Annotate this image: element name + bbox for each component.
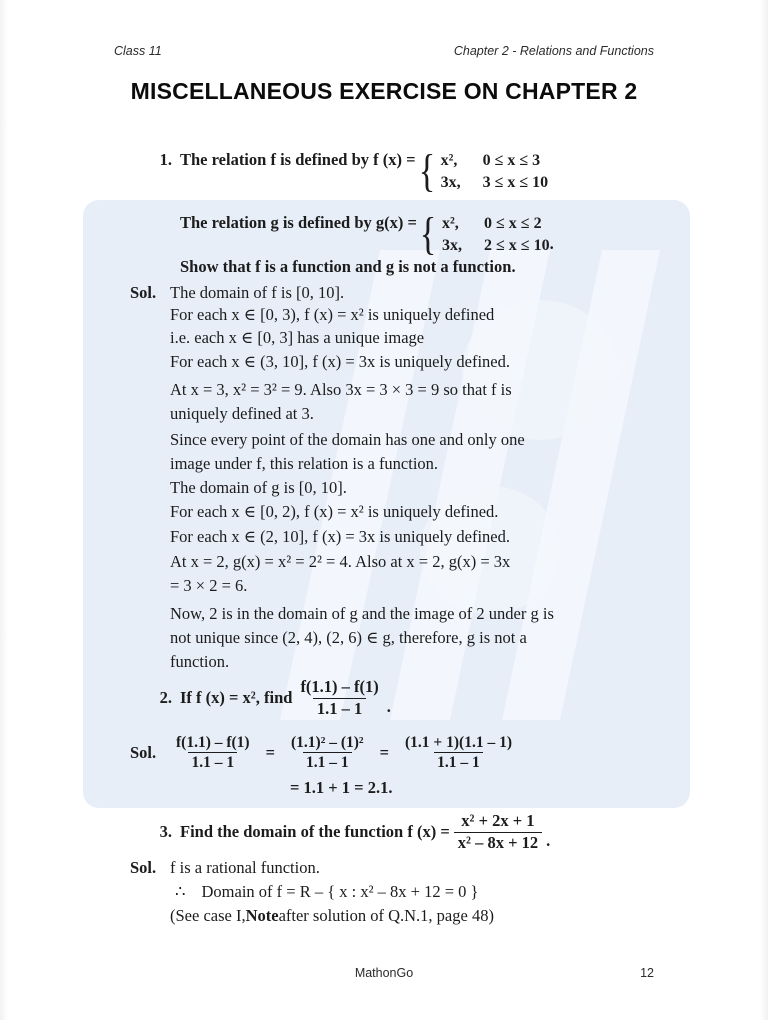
question-2-step-1-denominator: 1.1 – 1 [303,752,352,771]
question-2-fraction-numerator: f(1.1) – f(1) [300,677,379,696]
footer-brand: MathonGo [354,966,414,980]
question-2-fraction [296,678,382,719]
question-3-fraction [454,812,542,853]
brace-icon: { [418,145,435,197]
question-3-sol-label: Sol. [130,858,157,877]
question-1-sol-line [170,380,512,400]
question-1-sol-line-12: = 3 × 2 = 6. [170,576,248,595]
question-3-note-pre: (See case I, [170,906,246,925]
question-1-sol-line [170,604,554,624]
piecewise-g-cond-0: 0 ≤ x ≤ 2 [484,215,542,232]
question-1-text-g: The relation g is defined by g(x) = [180,213,417,232]
piecewise-f-cond-1: 3 ≤ x ≤ 10 [482,173,549,191]
question-1-stem-g [180,208,554,260]
question-2-step-1 [288,734,367,772]
header-class-label: Class 11 [114,44,162,58]
question-1-sol-line [170,404,314,424]
question-1-sol-line [170,527,510,547]
question-1-sol-line-9: For each x ∈ [0, 2), f (x) = x² is uniquely defined. [170,502,499,521]
piecewise-g-expr-0: x², [442,215,459,232]
page-right-edge-shadow [760,0,768,1020]
question-2-text: If f (x) = x², find [180,688,293,708]
question-1-sol-line [170,576,247,596]
question-3-note-bold: Note [245,906,279,925]
question-1-show-text: Show that f is a function and g is not a function. [180,257,516,276]
question-1-sol-label: Sol. [130,283,157,302]
piecewise-g [417,208,550,260]
question-2-final-row [290,778,392,798]
question-2-stem [150,678,391,719]
question-2-step-0-denominator: 1.1 – 1 [188,752,237,771]
question-3-sol-line-2: Domain of f = R – { x : x² – 8x + 12 = 0 } [201,882,479,901]
question-1-sol-line-10: For each x ∈ (2, 10], f (x) = 3x is uniquely defined. [170,527,510,546]
question-3-period: . [546,830,551,850]
question-1-text-f: The relation f is defined by f (x) = [180,150,416,169]
question-2-fraction-denominator: 1.1 – 1 [313,698,366,719]
question-3-fraction-numerator: x² + 2x + 1 [461,811,535,830]
question-2-step-2 [402,734,515,772]
question-1-sol-line-1: For each x ∈ [0, 3), f (x) = x² is uniquely defined [170,305,495,324]
question-2-step-2-numerator: (1.1 + 1)(1.1 – 1) [405,734,512,751]
equals-sign: = [379,742,389,762]
question-1-sol-line-3: For each x ∈ (3, 10], f (x) = 3x is uniquely defined. [170,352,510,371]
question-1-sol-line [170,352,510,372]
question-1-number: 1. [159,150,172,169]
question-3-sol-line-3-row [170,906,494,926]
question-1-sol-line [170,305,494,325]
question-1-sol-label-row [130,283,344,303]
question-2-step-1-numerator: (1.1)² – (1)² [291,734,364,751]
question-2-number: 2. [159,688,172,708]
question-3-stem [150,812,550,853]
question-2-sol-row [130,734,518,772]
question-2-period: . [386,696,391,716]
question-3-text: Find the domain of the function f (x) = [180,822,450,842]
question-1-sol-line-14: not unique since (2, 4), (2, 6) ∈ g, therefore, g is not a [170,628,527,647]
question-2-step-0 [173,734,253,772]
question-1-sol-line [170,628,527,648]
question-1-sol-line [170,328,424,348]
question-3-fraction-denominator: x² – 8x + 12 [454,832,542,853]
question-3-sol-line-2-row [175,882,478,902]
piecewise-g-cond-1: 2 ≤ x ≤ 10 [484,236,550,254]
page-title: MISCELLANEOUS EXERCISE ON CHAPTER 2 [130,78,638,104]
brace-icon: { [419,208,437,260]
question-1-sol-line-2: i.e. each x ∈ [0, 3] has a unique image [170,328,425,347]
question-2-sol-label: Sol. [130,742,157,762]
question-1-sol-line-8: The domain of g is [0, 10]. [170,478,347,497]
question-1-sol-line-4: At x = 3, x² = 3² = 9. Also 3x = 3 × 3 = 9 so that f is [170,380,512,399]
question-1-sol-line [170,652,229,672]
page-header [114,44,654,58]
header-chapter-label: Chapter 2 - Relations and Functions [453,44,654,58]
question-3-sol-line-1: f is a rational function. [170,858,320,877]
piecewise-f-expr-0: x², [440,152,458,169]
question-3-sol-row [130,858,320,878]
question-1-sol-line-13: Now, 2 is in the domain of g and the image of 2 under g is [170,604,554,623]
question-1-sol-line-15: function. [170,652,230,671]
question-3-note-post: after solution of Q.N.1, page 48) [278,906,494,925]
question-2-step-0-numerator: f(1.1) – f(1) [176,734,250,751]
question-2-final-value: = 1.1 + 1 = 2.1. [290,778,393,797]
question-3-number: 3. [159,822,172,842]
question-2-step-2-denominator: 1.1 – 1 [434,752,483,771]
question-1-sol-line-11: At x = 2, g(x) = x² = 2² = 4. Also at x = 2, g(x) = 3x [170,552,511,571]
question-1-sol-line-6: Since every point of the domain has one and only one [170,430,525,449]
question-1-sol-line [170,430,648,450]
piecewise-f-expr-1: 3x, [440,173,461,191]
footer-page-number: 12 [640,966,654,980]
question-1-sol-line-0: The domain of f is [0, 10]. [170,283,345,302]
question-1-sol-line [170,454,438,474]
piecewise-f [416,145,549,197]
question-1-sol-line [170,478,347,498]
question-1-sol-line [170,502,498,522]
question-1-sol-line [170,552,510,572]
equals-sign: = [265,742,276,762]
question-1-sol-line-5: uniquely defined at 3. [170,404,314,423]
question-1-sol-line-7: image under f, this relation is a function. [170,454,439,473]
piecewise-g-period: . [549,234,554,254]
therefore-icon: ∴ [175,882,186,901]
question-1-show-line [180,257,516,277]
piecewise-g-expr-1: 3x, [442,236,462,254]
piecewise-f-cond-0: 0 ≤ x ≤ 3 [482,152,541,169]
page-left-edge-shadow [0,0,8,1020]
question-1-stem-f [150,145,549,197]
